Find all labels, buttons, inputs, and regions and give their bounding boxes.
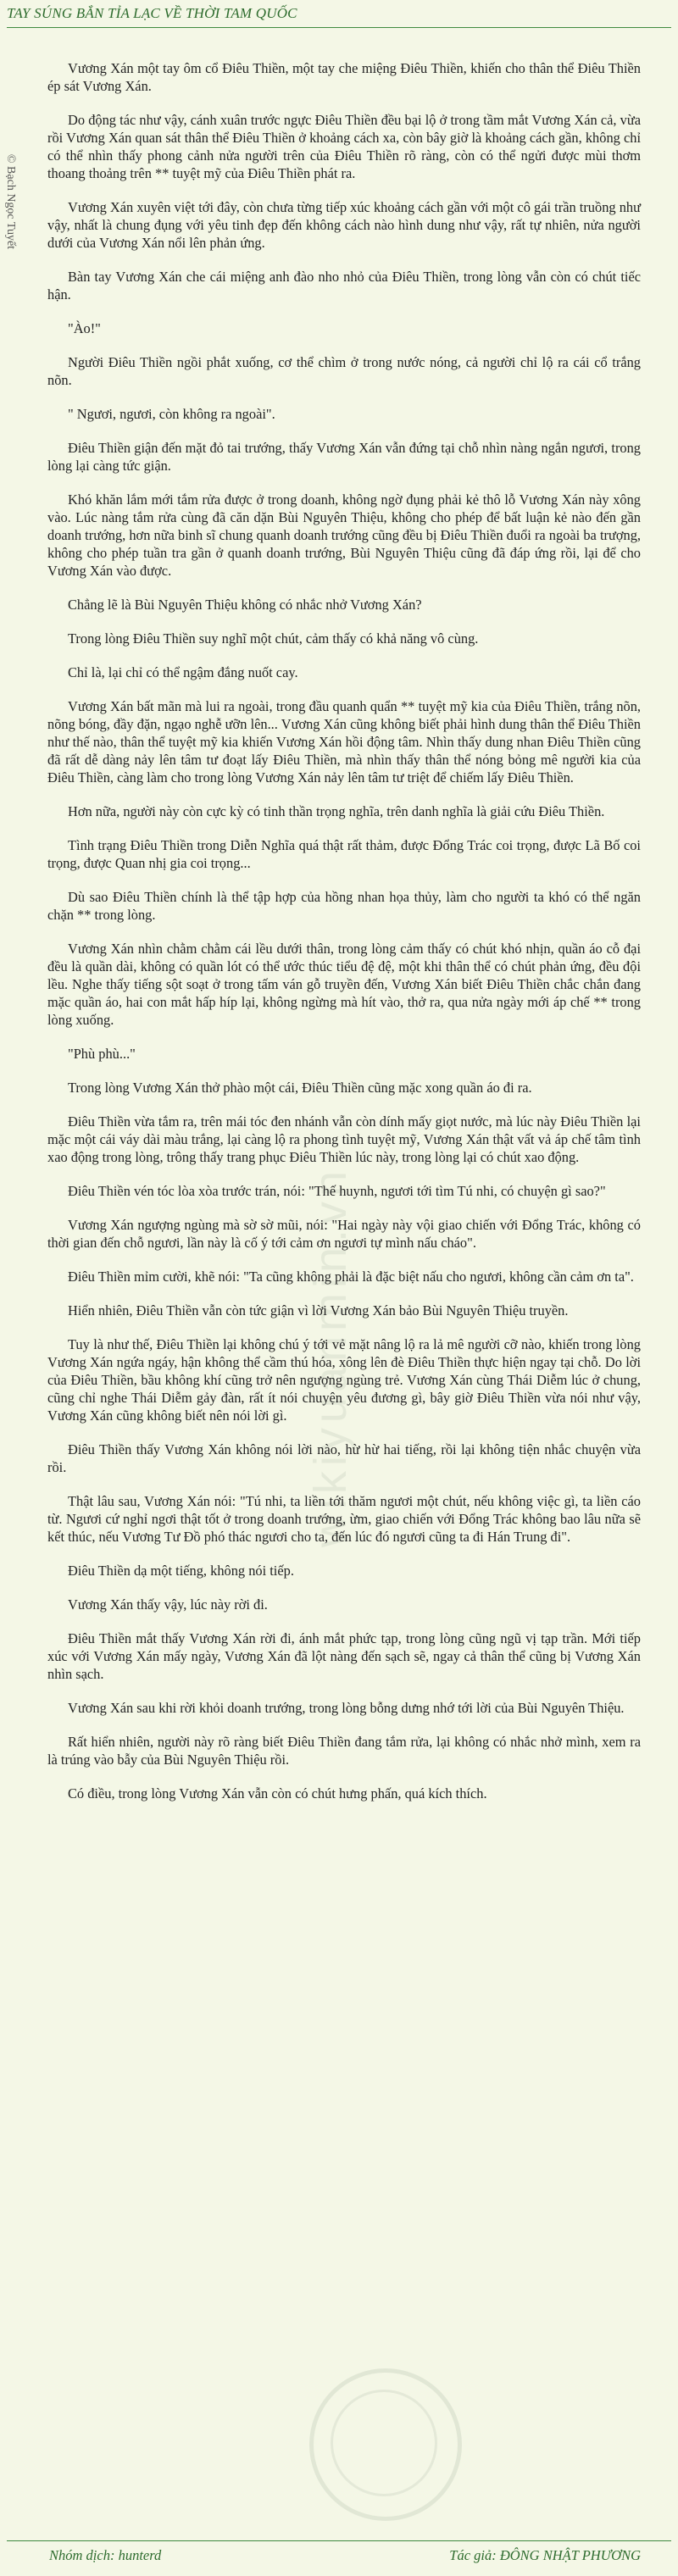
- page-header: [0, 0, 678, 34]
- paragraph: Vương Xán xuyên việt tới đây, còn chưa từng tiếp xúc khoảng cách gần với một cô gái trần truồng như vậy, nhất là chung đụng với yêu tinh đẹp đến không cách nào hình dung như vậy, rất tự nhiên, nửa người dưới của Vương Xán nổi lên phản ứng.: [47, 199, 641, 251]
- copyright-credit: © Bạch Ngọc Tuyết: [4, 153, 17, 250]
- paragraph: Chẳng lẽ là Bùi Nguyên Thiệu không có nhắc nhở Vương Xán?: [68, 597, 422, 613]
- paragraph: "Ào!": [68, 320, 101, 336]
- paragraph: Hiển nhiên, Điêu Thiền vẫn còn tức giận vì lời Vương Xán bảo Bùi Nguyên Thiệu truyền.: [68, 1302, 569, 1319]
- paragraph: Người Điêu Thiền ngồi phắt xuống, cơ thể chìm ở trong nước nóng, cả người chỉ lộ ra cái cổ trắng nõn.: [47, 354, 641, 388]
- translator-credit: Nhóm dịch: hunterd: [49, 2547, 162, 2563]
- paragraph: Điêu Thiền thấy Vương Xán không nói lời nào, hừ hừ hai tiếng, rồi lại không tiện nhắc chuyện vừa rồi.: [47, 1441, 641, 1475]
- paragraph: Điêu Thiền giận đến mặt đỏ tai trướng, thấy Vương Xán vẫn đứng tại chỗ nhìn nàng ngắn ngươi, trong lòng lại càng tức giận.: [47, 440, 641, 474]
- paragraph: Vương Xán ngượng ngùng mà sờ sờ mũi, nói: "Hai ngày này vội giao chiến với Đổng Trác, không có thời gian đến chỗ ngươi, lần này là cố ý tới cảm ơn ngươi tự mình nấu cháo".: [47, 1217, 641, 1251]
- header-divider: [7, 27, 671, 28]
- book-title: TAY SÚNG BẮN TỈA LẠC VỀ THỜI TAM QUỐC: [7, 5, 297, 21]
- watermark-stamp-icon: [309, 2368, 462, 2521]
- paragraph: Có điều, trong lòng Vương Xán vẫn còn có chút hưng phấn, quá kích thích.: [68, 1785, 487, 1802]
- paragraph: Trong lòng Điêu Thiền suy nghĩ một chút, cảm thấy có khả năng vô cùng.: [68, 630, 479, 647]
- paragraph: Chỉ là, lại chỉ có thể ngậm đắng nuốt cay.: [68, 664, 298, 680]
- side-credit: [2, 76, 22, 330]
- paragraph: "Phù phù...": [68, 1046, 136, 1062]
- chapter-body: [47, 59, 641, 1818]
- paragraph: Hơn nữa, người này còn cực kỳ có tinh thần trọng nghĩa, trên danh nghĩa là giải cứu Điêu Thiền.: [68, 803, 605, 819]
- paragraph: Tuy là như thế, Điêu Thiền lại không chú ý tới vẻ mặt nâng lộ ra lả mê người cỡ nào, khiến trong lòng Vương Xán ngứa ngáy, hận không thể cầm thú hóa, xông lên đè Điêu Thiền thực hiện ngay tại chỗ. Do lời của Điêu Thiền, bầu không khí cũng trở nên ngượng ngùng trẻ. Vương Xán cùng Thái Diễm lúc ở chung, cũng chỉ nghe Thái Diễm gảy đàn, rất ít nói chuyện yêu đương gì, bây giờ Điêu Thiền vừa nói như vậy, Vương Xán cũng không biết nên nói lời gì.: [47, 1336, 641, 1424]
- paragraph: Vương Xán một tay ôm cổ Điêu Thiền, một tay che miệng Điêu Thiền, khiến cho thân thể Điêu Thiền ép sát Vương Xán.: [47, 60, 641, 94]
- paragraph: Vương Xán sau khi rời khỏi doanh trướng, trong lòng bỗng dưng nhớ tới lời của Bùi Nguyên Thiệu.: [68, 1700, 625, 1716]
- paragraph: Dù sao Điêu Thiền chính là thể tập hợp của hồng nhan họa thủy, làm cho người ta khó có thể ngăn chặn ** trong lòng.: [47, 889, 641, 923]
- paragraph: Điêu Thiền mỉm cười, khẽ nói: "Ta cũng không phải là đặc biệt nấu cho ngươi, không cần cảm ơn ta".: [68, 1269, 634, 1285]
- paragraph: Điêu Thiền dạ một tiếng, không nói tiếp.: [68, 1563, 294, 1579]
- paragraph: Rất hiển nhiên, người này rõ ràng biết Điêu Thiền đang tắm rửa, lại không có nhắc nhở mình, xem ra là trúng vào bẫy của Bùi Nguyên Thiệu rồi.: [47, 1734, 641, 1768]
- paragraph: Vương Xán thấy vậy, lúc này rời đi.: [68, 1596, 268, 1613]
- paragraph: Điêu Thiền vén tóc lòa xòa trước trán, nói: "Thế huynh, ngươi tới tìm Tú nhi, có chuyện gì sao?": [68, 1183, 606, 1199]
- paragraph: Thật lâu sau, Vương Xán nói: "Tú nhi, ta liền tới thăm ngươi một chút, nếu không việc gì, ta liền cáo từ. Ngươi cứ nghỉ ngơi thật tốt ở trong doanh trướng, ừm, giao chiến với Đổng Trác không bao lâu nữa sẽ kết thúc, nếu Vương Tư Đồ phó thác ngươi cho ta, đến lúc đó ngươi cũng ta đi Hán Trung đi".: [47, 1493, 641, 1545]
- paragraph: Vương Xán bất mãn mà lui ra ngoài, trong đầu quanh quẩn ** tuyệt mỹ kia của Điêu Thiền, trắng nõn, nõng bóng, đầy đặn, ngạo nghễ ưỡn lên... Vương Xán cũng không biết phải hình dung thân thể Điêu Thiền như thế nào, thân thể tuyệt mỹ kia khiến Vương Xán hồi động tâm. Nhìn thấy dung nhan Điêu Thiền cũng đã rất dễ dàng nảy lên tâm tư đoạt lấy Điêu Thiền, mà nhìn thấy thân thể nóng bỏng mê người kia của Điêu Thiền, càng làm cho trong lòng Vương Xán nảy lên tâm tư triệt để chiếm lấy Điêu Thiền.: [47, 698, 641, 786]
- author-credit: Tác giả: ĐÔNG NHẬT PHƯƠNG: [449, 2547, 641, 2563]
- paragraph: Do động tác như vậy, cánh xuân trước ngực Điêu Thiền đều bại lộ ở trong tầm mắt Vương Xán cả, vừa rồi Vương Xán quan sát thân thể Điêu Thiền ở khoảng cách xa, còn bây giờ là khoảng cách gần, không chỉ có thể nhìn thấy phong cảnh nửa người trên của Điêu Thiền rõ ràng, còn có thể ngửi được mùi thơm thoang thoảng trên ** tuyệt mỹ của Điêu Thiền phát ra.: [47, 112, 641, 181]
- paragraph: Trong lòng Vương Xán thở phào một cái, Điêu Thiền cũng mặc xong quần áo đi ra.: [68, 1080, 532, 1096]
- paragraph: Bàn tay Vương Xán che cái miệng anh đào nho nhỏ của Điêu Thiền, trong lòng vẫn còn có chút tiếc hận.: [47, 269, 641, 303]
- footer-divider: [7, 2540, 671, 2541]
- paragraph: Khó khăn lắm mới tắm rửa được ở trong doanh, không ngờ đụng phải kẻ thô lỗ Vương Xán này xông vào. Lúc nàng tắm rửa cùng đã căn dặn Bùi Nguyên Thiệu, không cho phép để bất luận kẻ nào đến gần doanh trướng, hơn nữa binh sĩ chung quanh doanh trướng cũng đều bị Điêu Thiền đuổi ra ngoài ba trượng, không cho phép tuần tra gần ở quanh doanh trướng, Bùi Nguyên Thiệu cũng đã đáp ứng rồi, lại để cho Vương Xán vào được.: [47, 491, 641, 579]
- paragraph: Điêu Thiền mắt thấy Vương Xán rời đi, ánh mắt phức tạp, trong lòng cũng ngũ vị tạp trần. Mới tiếp xúc với Vương Xán mấy ngày, Vương Xán đã lột nàng đến sạch sẽ, ngay cả thân thể cũng bị Vương Xán nhìn sạch.: [47, 1630, 641, 1682]
- paragraph: " Ngươi, ngươi, còn không ra ngoài".: [68, 406, 275, 422]
- watermark-text: wikiyuanmin.vn: [305, 1165, 356, 1548]
- page-footer: [0, 2534, 678, 2576]
- paragraph: Điêu Thiền vừa tắm ra, trên mái tóc đen nhánh vẫn còn dính mấy giọt nước, mà lúc này Điêu Thiền lại mặc một cái váy dài màu trắng, lại càng lộ ra phong tình tuyệt mỹ, Vương Xán thật vất vả áp chế tâm tình xao động trong lòng, trông thấy trang phục Điêu Thiền lúc này, trong lòng lại có chút xao động.: [47, 1113, 641, 1165]
- paragraph: Tình trạng Điêu Thiền trong Diễn Nghĩa quá thật rất thảm, được Đổng Trác coi trọng, được Lã Bố coi trọng, được Quan nhị gia coi trọng...: [47, 837, 641, 871]
- paragraph: Vương Xán nhìn chằm chằm cái lều dưới thân, trong lòng cảm thấy có chút khó nhịn, quần áo cỗ đại đều là quần dài, không có quần lót có thể ước thúc tiểu đệ đệ, một khi thân thể có chút phản ứng, đều đội lều. Nghe thấy tiếng sột soạt ở trong tấm ván gỗ truyền đến, Vương Xán biết Điêu Thiền chắc chắn đang mặc quần áo, hai con mắt hấp híp lại, không ngừng mà hít vào, thở ra, qua nửa ngày mới áp chế ** trong lòng xuống.: [47, 941, 641, 1028]
